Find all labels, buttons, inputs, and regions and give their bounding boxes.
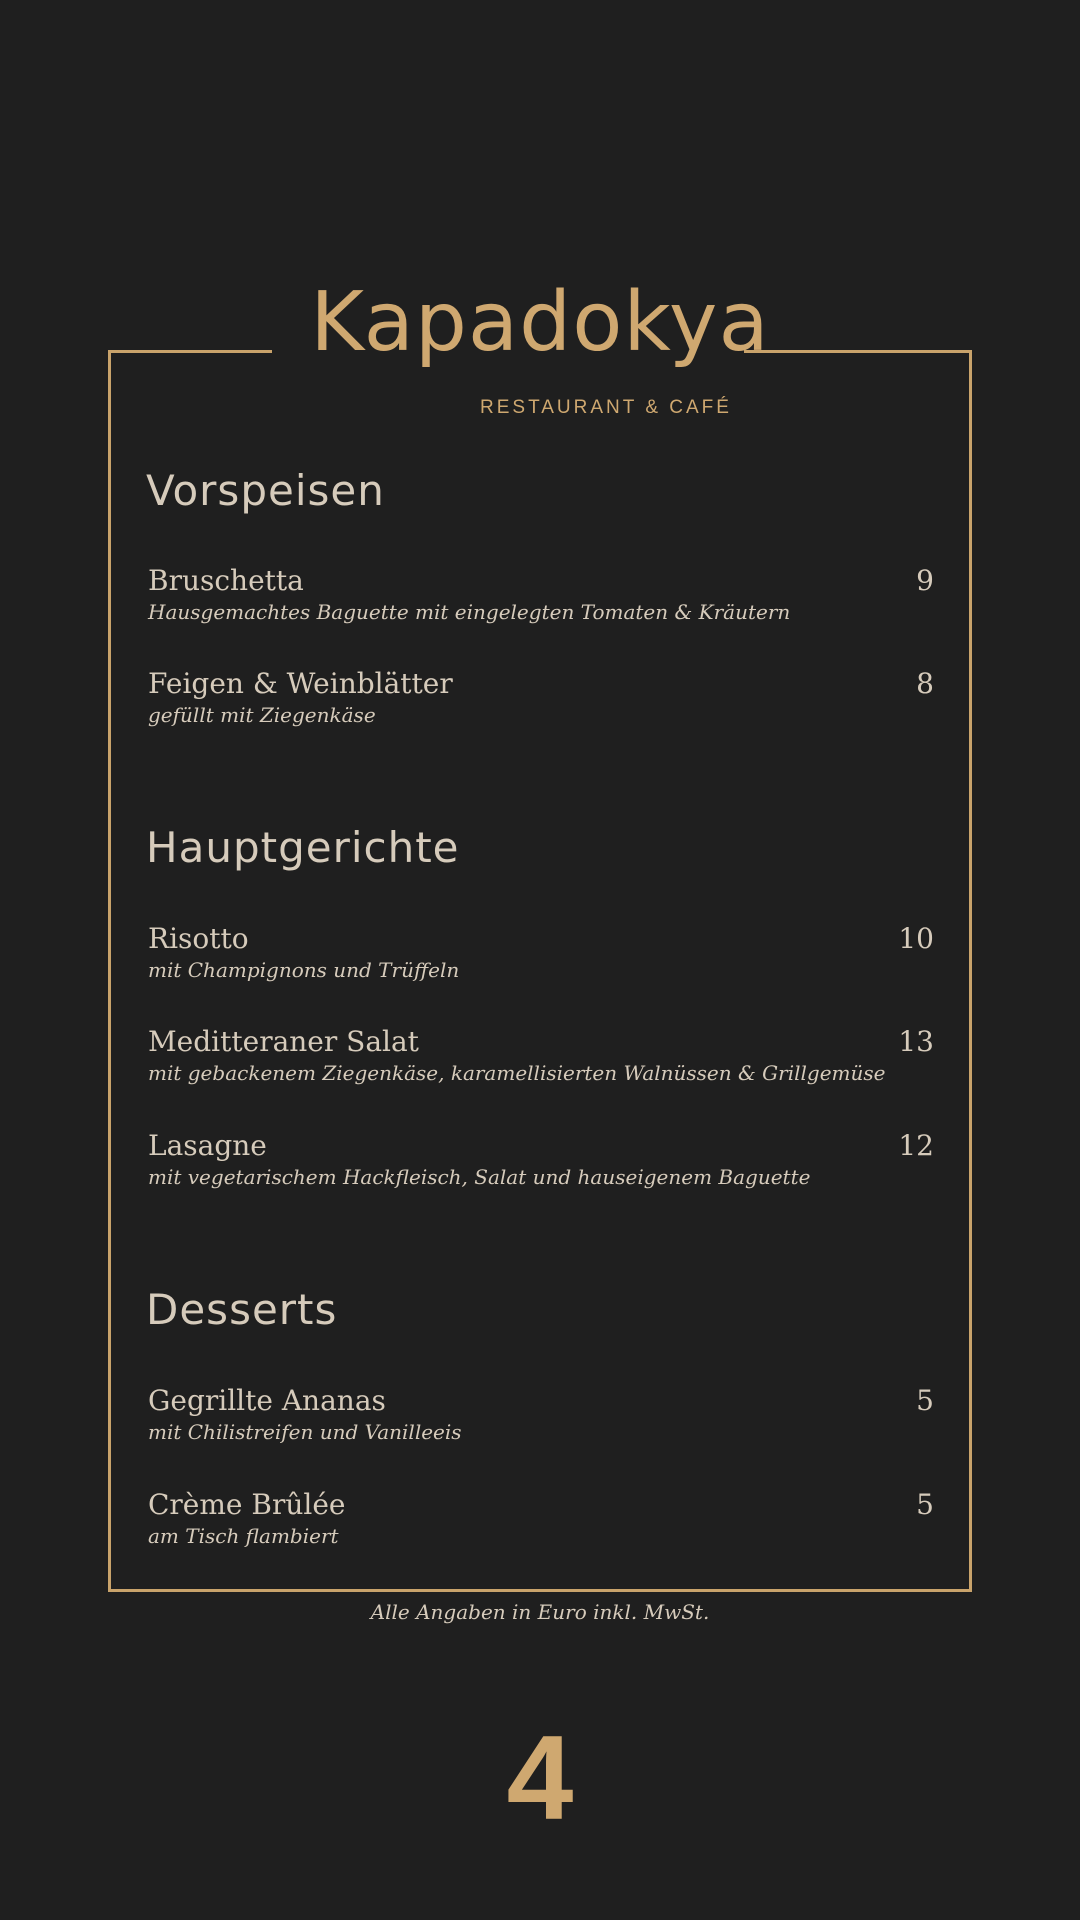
item-description: Hausgemachtes Baguette mit eingelegten Tomaten & Kräutern [148, 600, 791, 624]
menu-item [148, 1129, 934, 1189]
section-heading-hauptgerichte: Hauptgerichte [146, 823, 460, 872]
item-name: Risotto [148, 922, 249, 955]
item-name: Crème Brûlée [148, 1488, 346, 1521]
item-price: 12 [898, 1129, 934, 1162]
menu-item [148, 1384, 934, 1444]
item-price: 8 [916, 667, 934, 700]
item-price: 5 [916, 1488, 934, 1521]
menu-item [148, 1488, 934, 1548]
item-price: 9 [916, 564, 934, 597]
item-price: 13 [898, 1025, 934, 1058]
item-name: Meditteraner Salat [148, 1025, 419, 1058]
item-description: mit Chilistreifen und Vanilleeis [148, 1420, 462, 1444]
menu-item [148, 922, 934, 982]
item-price: 5 [916, 1384, 934, 1417]
item-description: mit vegetarischem Hackfleisch, Salat und hauseigenem Baguette [148, 1165, 811, 1189]
item-description: mit gebackenem Ziegenkäse, karamellisierten Walnüssen & Grillgemüse [148, 1061, 886, 1085]
item-price: 10 [898, 922, 934, 955]
item-description: mit Champignons und Trüffeln [148, 958, 460, 982]
item-description: gefüllt mit Ziegenkäse [148, 703, 376, 727]
price-footnote: Alle Angaben in Euro inkl. MwSt. [370, 1600, 710, 1624]
item-description: am Tisch flambiert [148, 1524, 339, 1548]
page-number: 4 [506, 1711, 574, 1845]
item-name: Bruschetta [148, 564, 304, 597]
menu-item [148, 564, 934, 624]
menu-item [148, 1025, 934, 1085]
item-name: Lasagne [148, 1129, 267, 1162]
menu-item [148, 667, 934, 727]
restaurant-title: Kapadokya [310, 275, 770, 370]
restaurant-subtitle: RESTAURANT & CAFÉ [480, 397, 732, 418]
section-heading-desserts: Desserts [146, 1285, 338, 1334]
section-heading-vorspeisen: Vorspeisen [146, 466, 385, 515]
item-name: Feigen & Weinblätter [148, 667, 453, 700]
item-name: Gegrillte Ananas [148, 1384, 386, 1417]
